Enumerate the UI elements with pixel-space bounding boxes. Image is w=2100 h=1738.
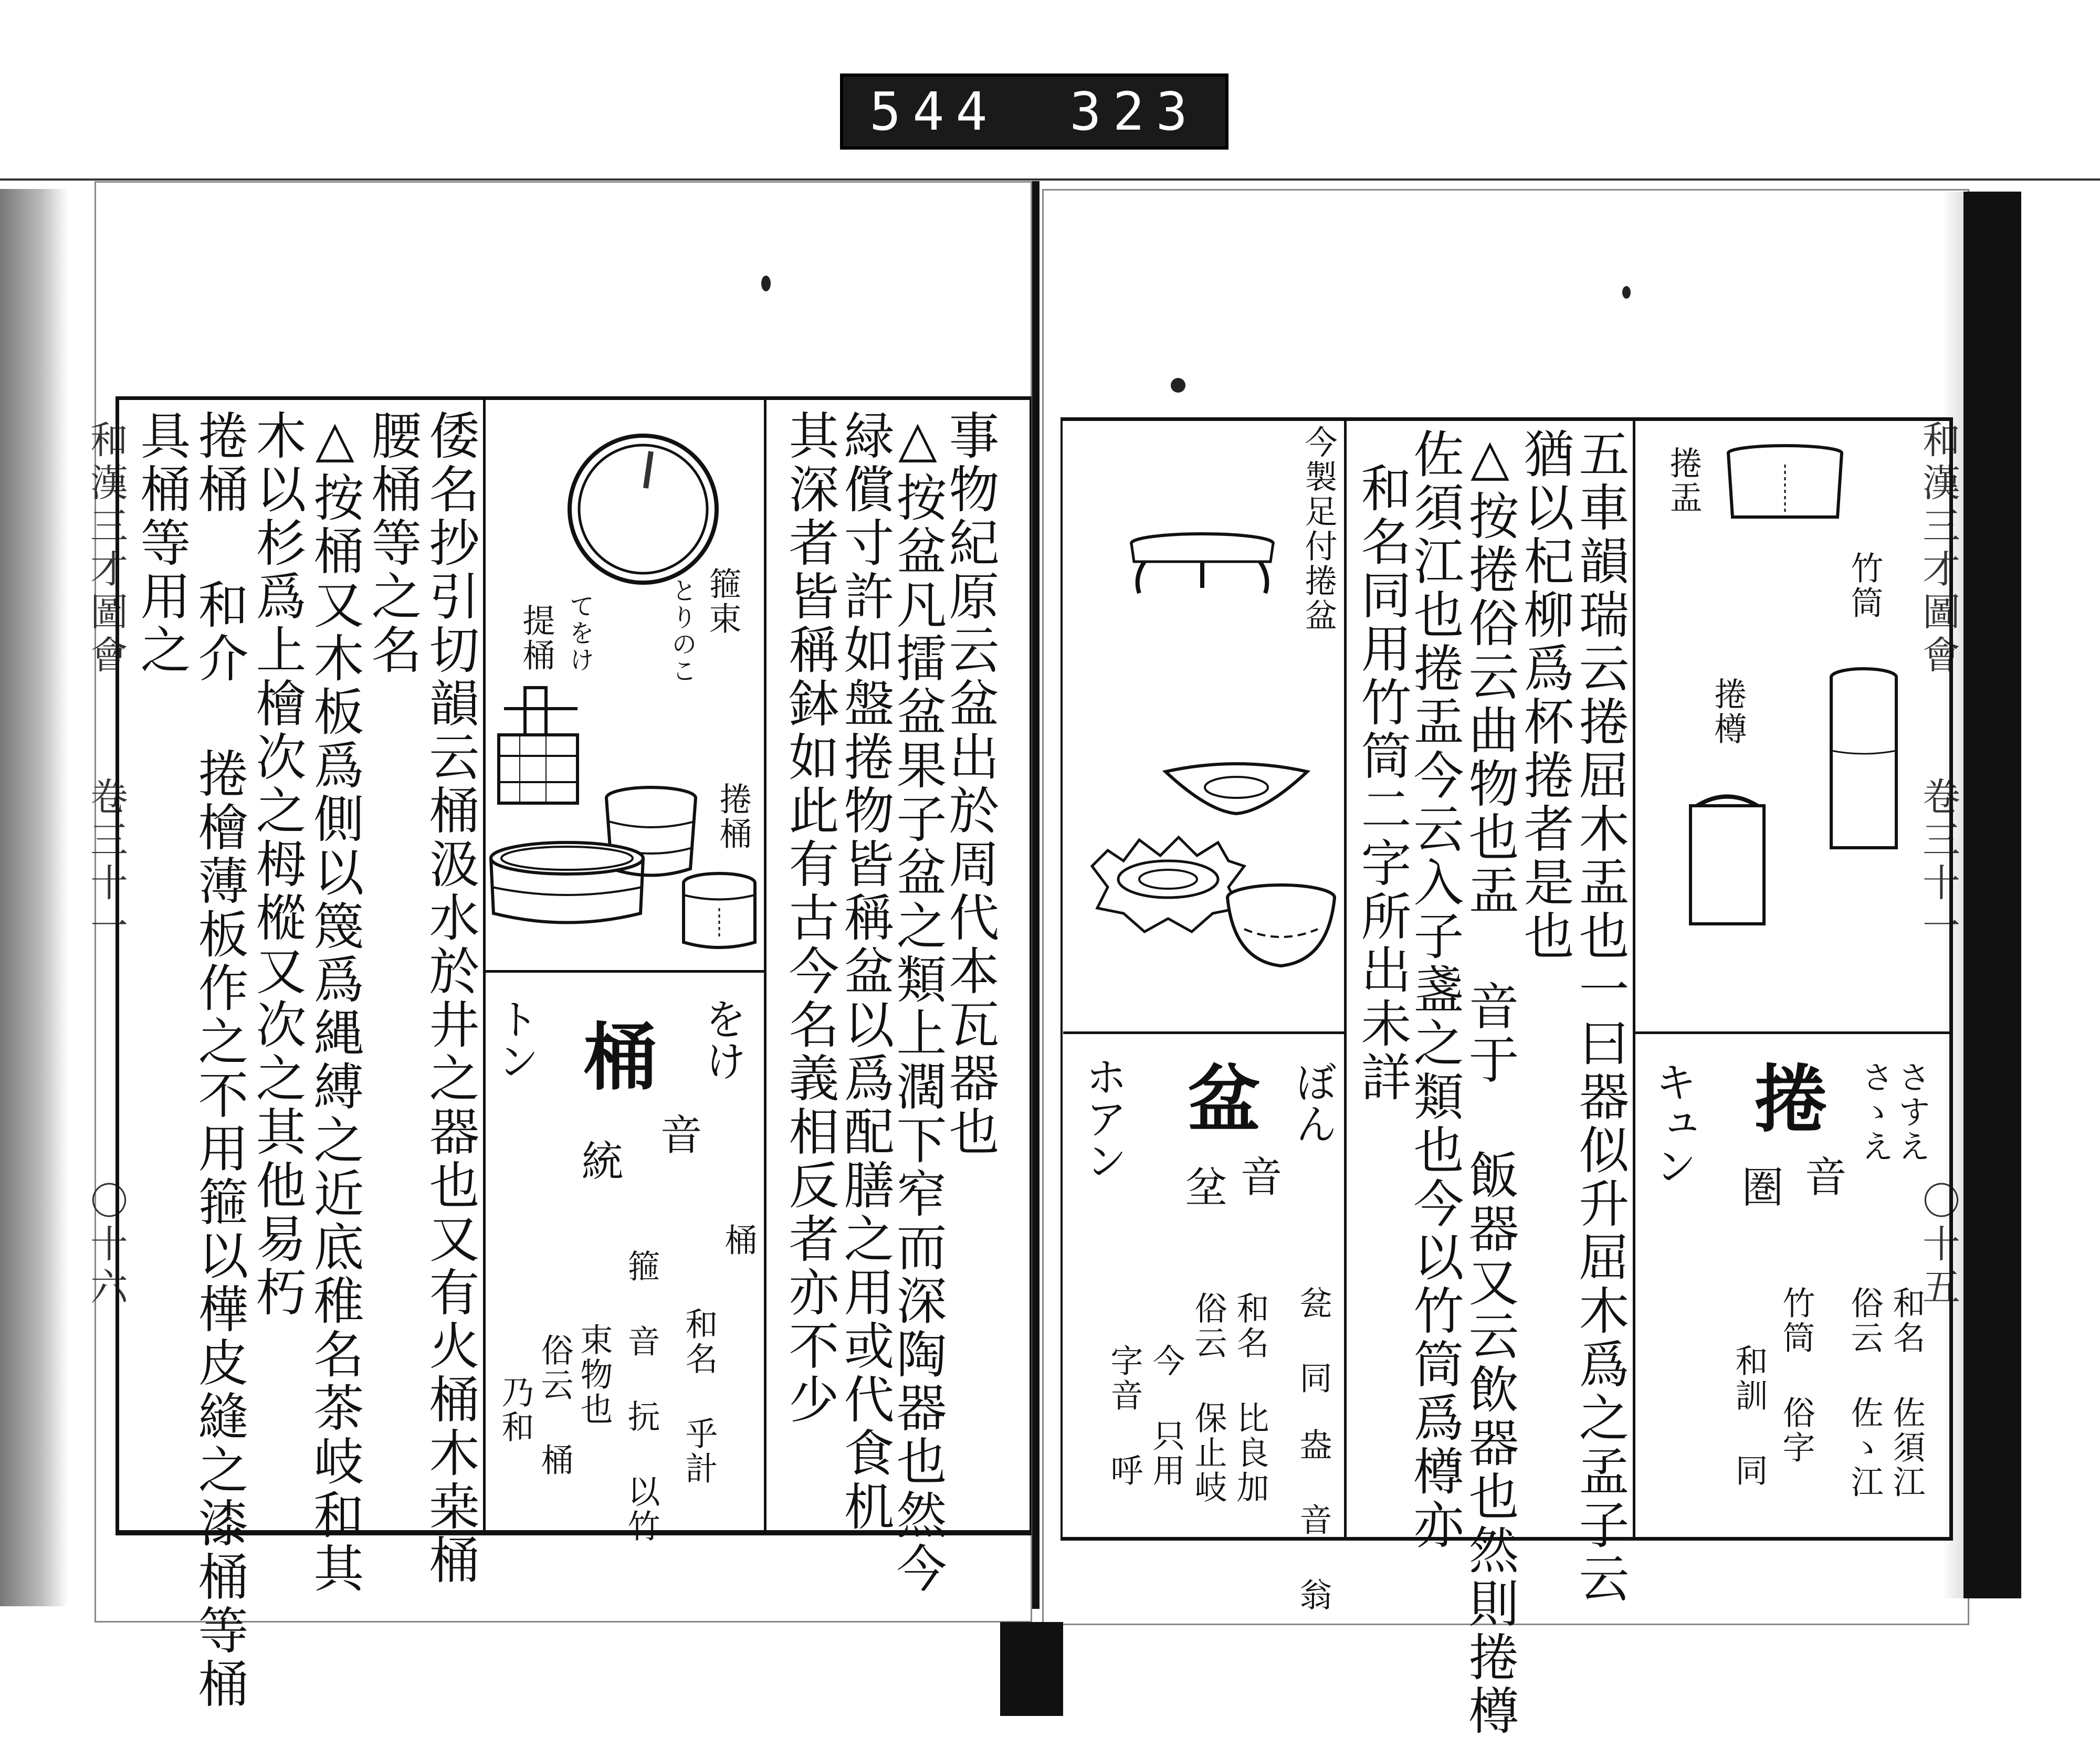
- oke-sub-headword: 桶: [719, 1223, 758, 1258]
- oke-reading-on: トン: [490, 997, 539, 1081]
- bon-headword: 盆: [1175, 1060, 1261, 1134]
- bon-reading-on: ホアン: [1078, 1055, 1127, 1181]
- bon-variant: 瓫 同: [1294, 1286, 1332, 1396]
- bon-ji: 字音 呼: [1105, 1344, 1143, 1488]
- maki-wamyo: 和名 佐須江: [1887, 1286, 1926, 1500]
- bon-yomi-label: 音: [1233, 1155, 1282, 1197]
- oke-yomi: 統: [574, 1139, 623, 1181]
- right-cover-edge: [1964, 192, 2021, 1598]
- footed-tray-illustration: [1124, 530, 1281, 604]
- left-text-column-3: 緑償寸許如盤捲物皆稱盆以爲配膳之用或代食机: [836, 409, 895, 1534]
- bucket-with-handle-illustration: [494, 688, 588, 808]
- oke-reading-kun: をけ: [698, 997, 747, 1081]
- left-text-column-4: 其深者皆稱鉢如此有古今名義相反者亦不少: [781, 409, 839, 1427]
- shallow-tub-illustration: [486, 840, 648, 929]
- right-text-column-4: 佐須江也捲盂今云入子盞之類也今以竹筒爲樽亦: [1405, 428, 1464, 1552]
- left-page-edge: [0, 189, 68, 1606]
- oke-headword: 桶: [571, 1018, 657, 1092]
- oke-wrap-note: 束物也: [575, 1323, 613, 1427]
- catalog-label: [840, 73, 1228, 150]
- oke-text-column-3: △按桶又木板爲側以篾爲縄縛之近底稚名茶岐和其: [306, 409, 364, 1596]
- makiwa-label: 捲盂: [1664, 446, 1703, 515]
- oke-text-column-2: 腰桶等之名: [363, 409, 422, 677]
- bon-entry-divider: [1063, 1031, 1347, 1034]
- chikuto-label: 竹筒: [1845, 551, 1884, 620]
- left-text-column-1: 事物紀原云盆出於周代本瓦器也: [941, 409, 1000, 1159]
- hoop-illustration: [562, 430, 724, 588]
- right-divider-maki: [1633, 420, 1635, 1538]
- left-divider-oke-text: [483, 399, 486, 1533]
- sagetoke-reading: てをけ: [565, 593, 594, 673]
- oke-text-column-4: 木以杉爲上檜次之栂樅又次之其他易朽: [248, 409, 307, 1320]
- bon-wamyo: 和名 比良加: [1231, 1291, 1269, 1505]
- scan-speck: [761, 276, 771, 291]
- maki-popular: 俗云 佐ゝ江: [1845, 1286, 1884, 1500]
- maki-chikuto-note: 竹筒 俗字: [1777, 1286, 1815, 1465]
- catalog-number-left: 544: [869, 81, 999, 142]
- left-margin-volume: 卷三十一: [84, 777, 128, 949]
- book-spine: [1032, 181, 1040, 1609]
- maki-reading-kun: さすえ: [1893, 1060, 1931, 1164]
- chikuto-illustration: [1827, 667, 1900, 856]
- maki-wakun: 和訓 同: [1730, 1344, 1768, 1488]
- catalog-number-right: 323: [1069, 81, 1199, 142]
- oke-text-column-5: 捲桶 和介 捲檜薄板作之不用箍以樺皮縫之漆桶等桶: [190, 409, 249, 1711]
- right-margin-number: 〇十五: [1916, 1181, 1960, 1310]
- maki-yomi-label: 音: [1798, 1155, 1846, 1197]
- oke-kanji-note: 箍 音 抏 以竹: [622, 1249, 660, 1544]
- left-divider-entry: [764, 399, 766, 1533]
- scan-speck: [1171, 378, 1185, 393]
- right-text-column-2: 猶以杞柳爲杯捲者是也: [1516, 428, 1574, 963]
- left-text-column-2: △按盆凡擂盆果子盆之類上濶下窄而深陶器也然今: [888, 409, 947, 1596]
- left-margin-title: 和漢三才圖會: [84, 420, 128, 678]
- bon-popular: 俗云 保止岐: [1189, 1291, 1227, 1505]
- hoop-label: 箍束: [704, 567, 742, 636]
- left-margin-number: 〇十六: [84, 1181, 128, 1310]
- makioke-illustration: [680, 871, 759, 955]
- shallow-bowl-illustration: [1160, 751, 1312, 819]
- makiwa-illustration: [1725, 444, 1845, 522]
- right-divider-bon: [1344, 420, 1347, 1538]
- book-spine-foot: [1000, 1622, 1063, 1716]
- makioke-label: 捲桶: [714, 782, 752, 851]
- maki-yomi: 圏: [1735, 1165, 1783, 1207]
- left-entry-divider: [483, 970, 766, 973]
- sagetoke-label: 提桶: [517, 604, 555, 673]
- scan-speck: [1622, 286, 1631, 299]
- oke-wamyo: 和名 乎計: [680, 1307, 718, 1486]
- scan-edge-line: [0, 178, 2100, 181]
- bon-variant-2: 盎 音 翁: [1294, 1428, 1332, 1613]
- ashitsuki-label: 今製足付捲盆: [1299, 425, 1338, 633]
- hoop-reading: とりのこ: [667, 577, 697, 684]
- right-text-column-3: △按捲俗云曲物也盂 音于 飯器又云飲器也然則捲樽: [1461, 428, 1519, 1738]
- right-text-column-5: 和名同用竹筒二字所出未詳: [1353, 462, 1412, 1104]
- maki-reading-on: キュン: [1648, 1060, 1697, 1186]
- makidaru-illustration: [1683, 787, 1772, 929]
- makidaru-label: 捲樽: [1709, 677, 1747, 746]
- bon-yomi: 坌: [1178, 1165, 1227, 1207]
- oke-popular: 俗云 桶: [536, 1333, 574, 1478]
- right-margin-volume: 卷三十一: [1916, 777, 1960, 949]
- bon-now: 今 只用: [1147, 1344, 1185, 1488]
- maki-headword: 捲: [1742, 1060, 1828, 1134]
- right-margin-title: 和漢三才圖會: [1916, 420, 1960, 678]
- oke-popular-yomi: 乃和: [496, 1375, 534, 1445]
- right-text-column-1: 五車韻瑞云捲屈木盂也一曰器似升屈木爲之孟子云: [1571, 428, 1630, 1606]
- maki-entry-divider: [1633, 1031, 1953, 1034]
- bon-reading-kun: ぼん: [1288, 1060, 1337, 1144]
- maki-reading-kun-2: さゝえ: [1856, 1060, 1894, 1164]
- decorated-bowl-illustration: [1223, 882, 1339, 971]
- oke-text-column-6: 具桶等用之: [132, 409, 191, 677]
- oke-text-column-1: 倭名抄引切韻云桶汲水於井之器也又有火桶木桒桶: [421, 409, 480, 1587]
- oke-yomi-label: 音: [653, 1113, 702, 1155]
